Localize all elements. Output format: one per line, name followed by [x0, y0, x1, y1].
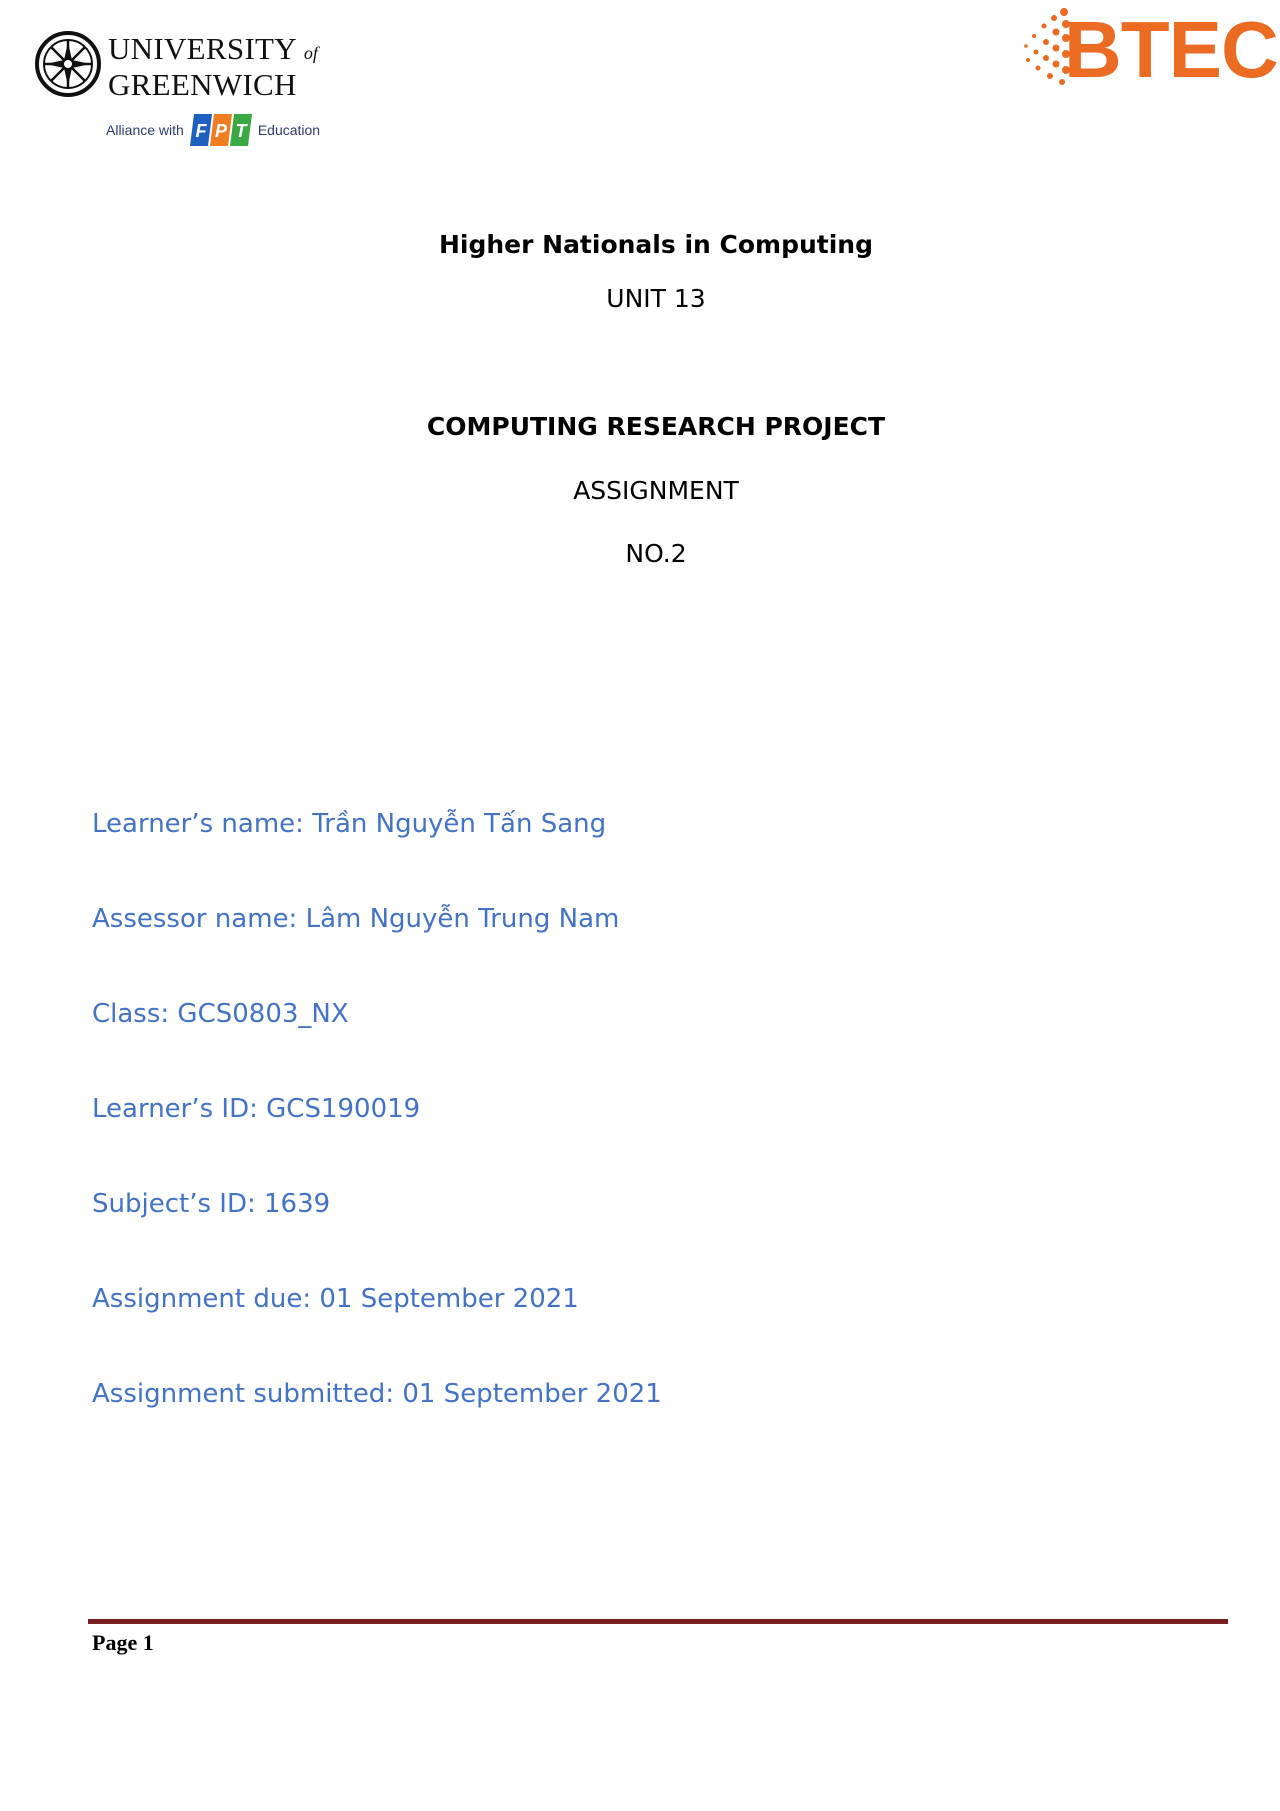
learner-id: Learner’s ID: GCS190019	[92, 1094, 421, 1124]
assignment-submitted: Assignment submitted: 01 September 2021	[92, 1379, 662, 1409]
subject-id: Subject’s ID: 1639	[92, 1189, 331, 1219]
fpt-letter-t: T	[235, 121, 247, 141]
assessor-name: Assessor name: Lâm Nguyễn Trung Nam	[92, 904, 620, 934]
university-of: of	[303, 43, 318, 63]
learner-name: Learner’s name: Trần Nguyễn Tấn Sang	[92, 809, 607, 839]
fpt-logo-icon	[190, 112, 252, 148]
programme-title: Higher Nationals in Computing	[438, 230, 874, 259]
footer-divider	[88, 1619, 1228, 1624]
page-number: Page 1	[92, 1630, 154, 1655]
assignment-number: NO.2	[625, 539, 687, 568]
fpt-letter-f: F	[195, 121, 207, 141]
fpt-letter-p: P	[214, 121, 227, 141]
alliance-prefix: Alliance with	[106, 122, 184, 138]
project-title: COMPUTING RESEARCH PROJECT	[426, 412, 886, 441]
university-line2: GREENWICH	[108, 67, 297, 102]
unit-title: UNIT 13	[606, 284, 706, 313]
class-code: Class: GCS0803_NX	[92, 999, 349, 1029]
assignment-due: Assignment due: 01 September 2021	[92, 1284, 579, 1314]
alliance-suffix: Education	[257, 122, 321, 138]
university-line1: UNIVERSITY	[108, 31, 296, 66]
university-of-greenwich-logo	[34, 30, 324, 150]
assignment-label: ASSIGNMENT	[573, 476, 739, 505]
btec-logo	[1020, 4, 1280, 94]
alliance-line	[106, 110, 320, 150]
greenwich-seal-icon	[34, 30, 102, 98]
btec-wordmark: BTEC	[1064, 5, 1278, 94]
university-name	[108, 33, 318, 100]
